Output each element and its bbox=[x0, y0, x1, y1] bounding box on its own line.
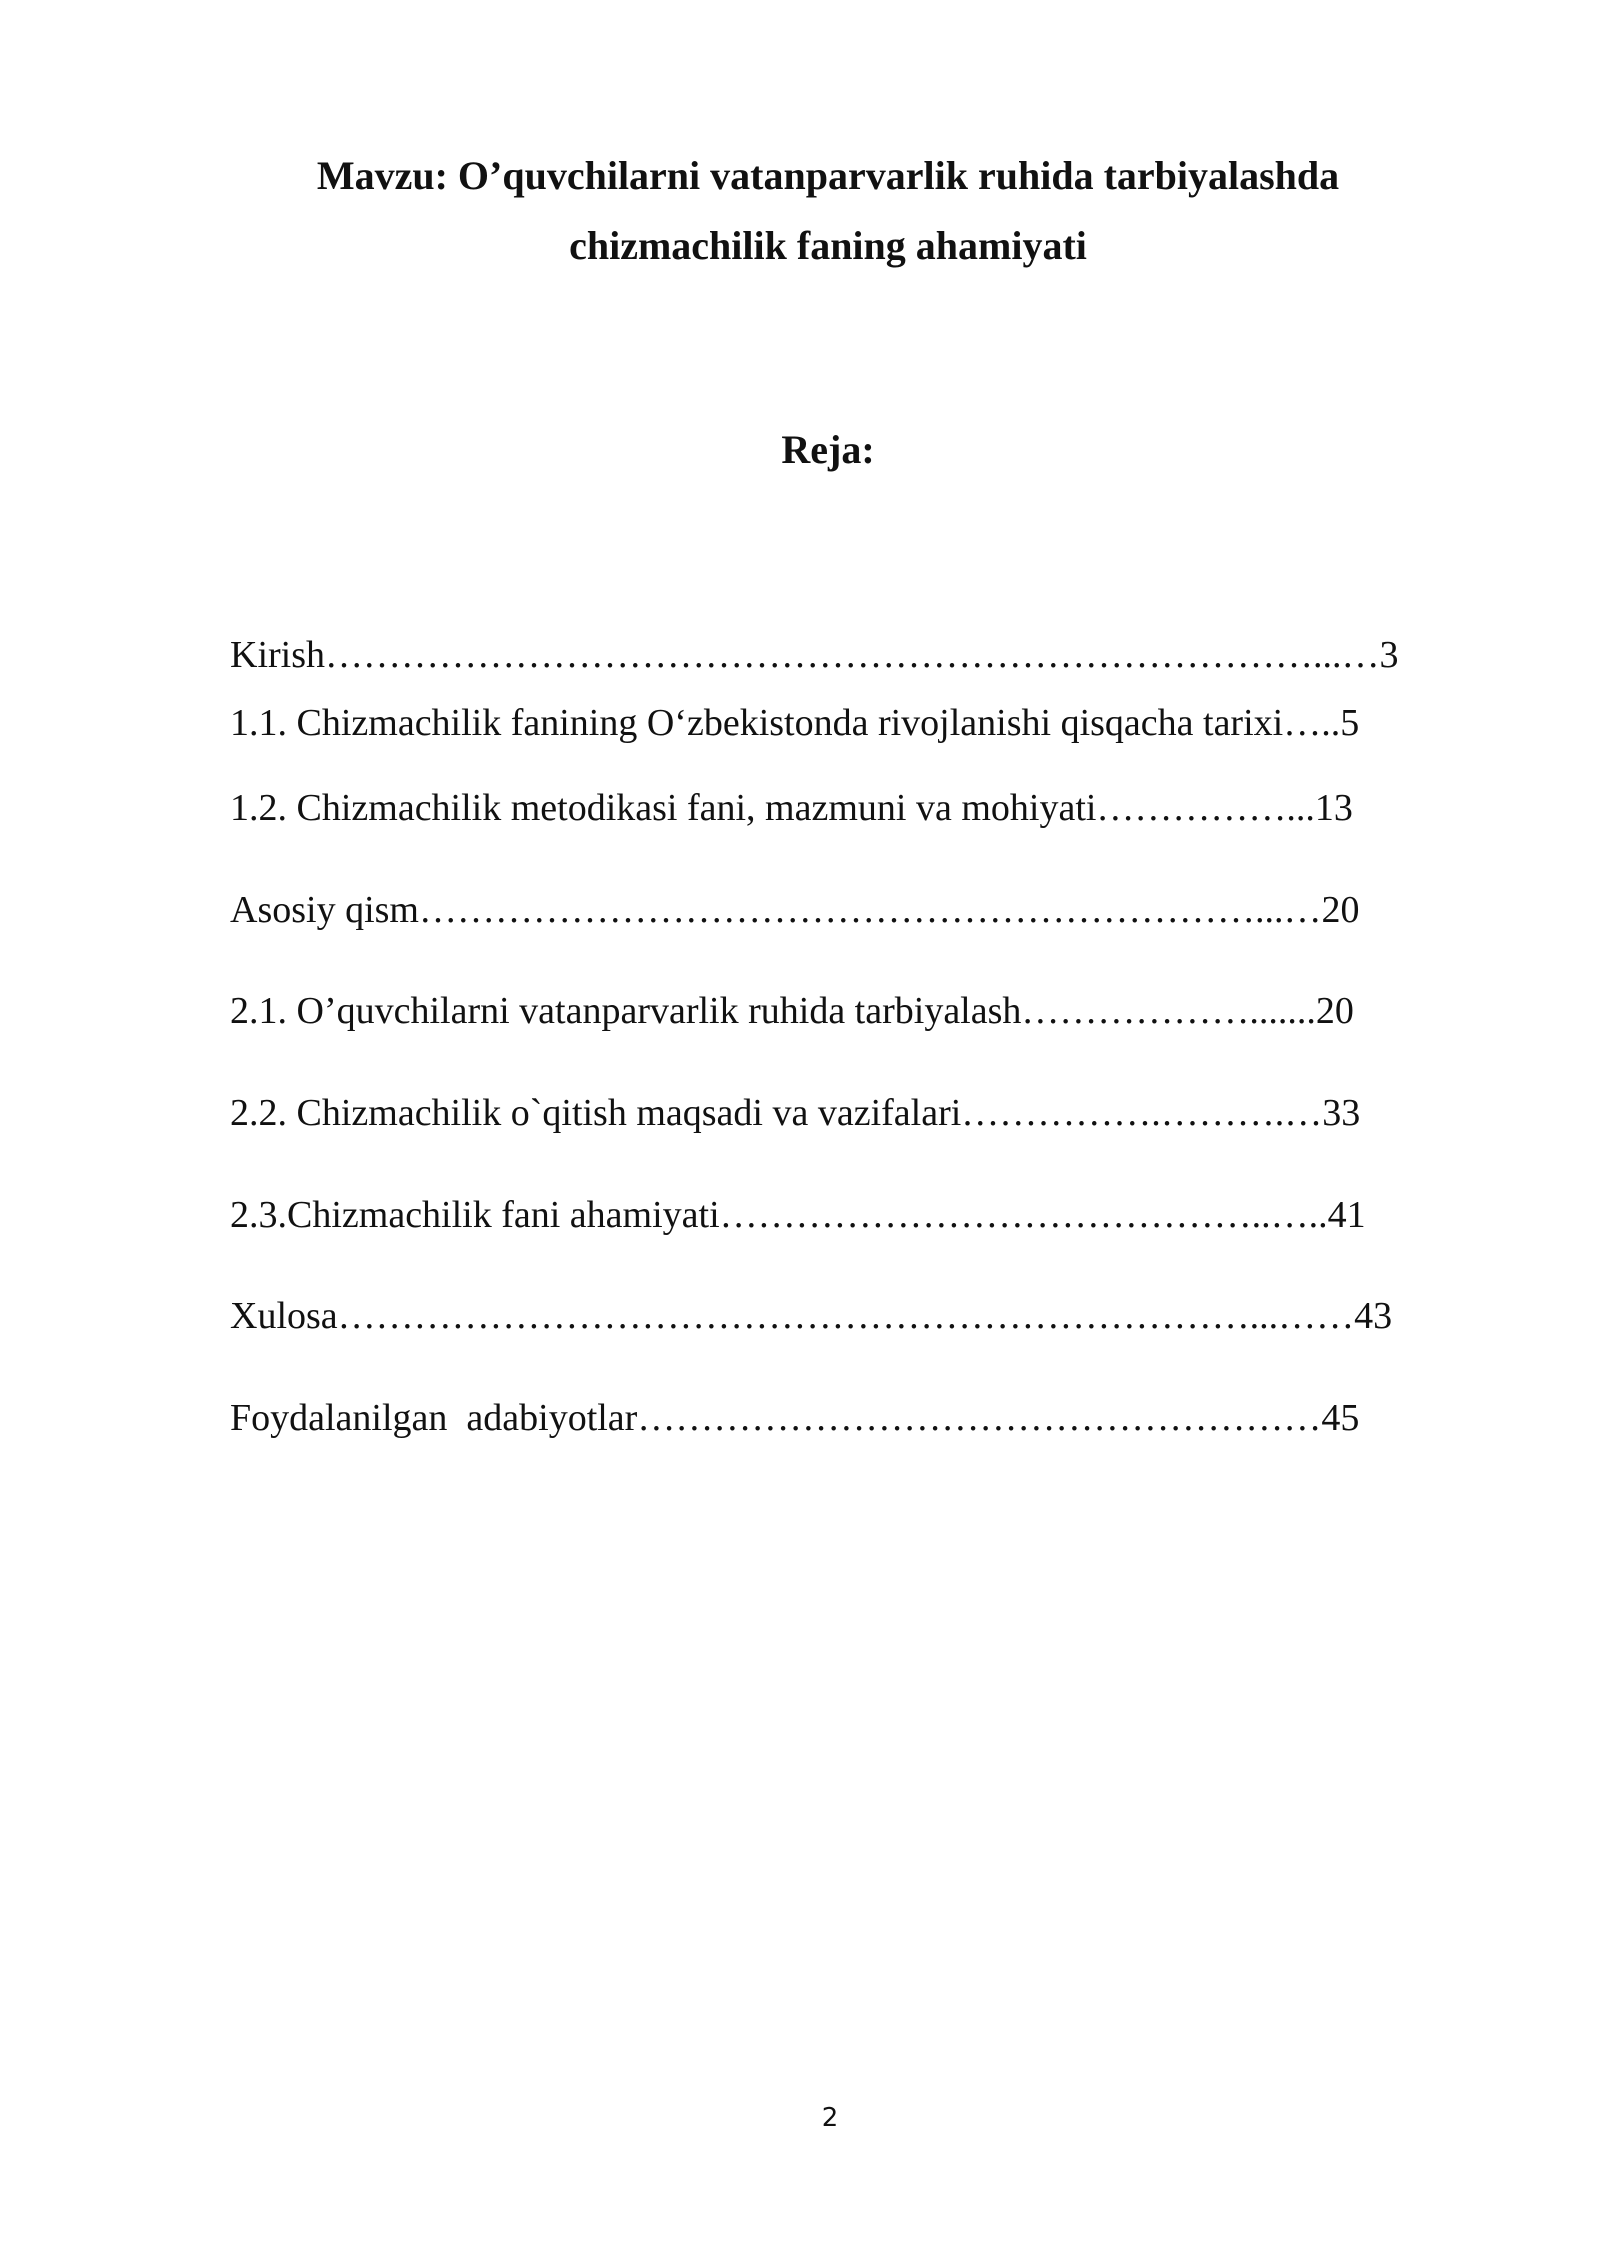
table-of-contents bbox=[230, 0, 1430, 1500]
document-title-line-1: Mavzu: O’quvchilarni vatanparvarlik ruhida tarbiyalashda bbox=[316, 153, 1340, 198]
document-title-line-2: chizmachilik faning ahamiyati bbox=[569, 223, 1087, 268]
plan-heading: Reja: bbox=[781, 427, 875, 472]
toc-entry-1-1: 1.1. Chizmachilik fanining O‘zbekistonda rivojlanishi qisqacha tarixi…..5 bbox=[230, 702, 1360, 744]
toc-entry-asosiy-qism: Asosiy qism…………………………………………………………...…20 bbox=[230, 889, 1360, 931]
toc-entry-xulosa: Xulosa………………………………………………………………...……43 bbox=[230, 1295, 1393, 1337]
toc-entry-adabiyotlar: Foydalanilgan adabiyotlar………………………………………………45 bbox=[230, 1397, 1360, 1439]
toc-entry-kirish: Kirish……………………………………………………………………...…3 bbox=[230, 634, 1399, 676]
page-number: 2 bbox=[821, 2103, 839, 2133]
toc-entry-2-1: 2.1. O’quvchilarni vatanparvarlik ruhida tarbiyalash……………….......20 bbox=[230, 990, 1354, 1032]
toc-entry-2-3: 2.3.Chizmachilik fani ahamiyati……………………………………..…..41 bbox=[230, 1194, 1366, 1236]
toc-entry-2-2: 2.2. Chizmachilik o`qitish maqsadi va vazifalari…………….……….…33 bbox=[230, 1092, 1361, 1134]
toc-entry-1-2: 1.2. Chizmachilik metodikasi fani, mazmuni va mohiyati……………...13 bbox=[230, 787, 1353, 829]
